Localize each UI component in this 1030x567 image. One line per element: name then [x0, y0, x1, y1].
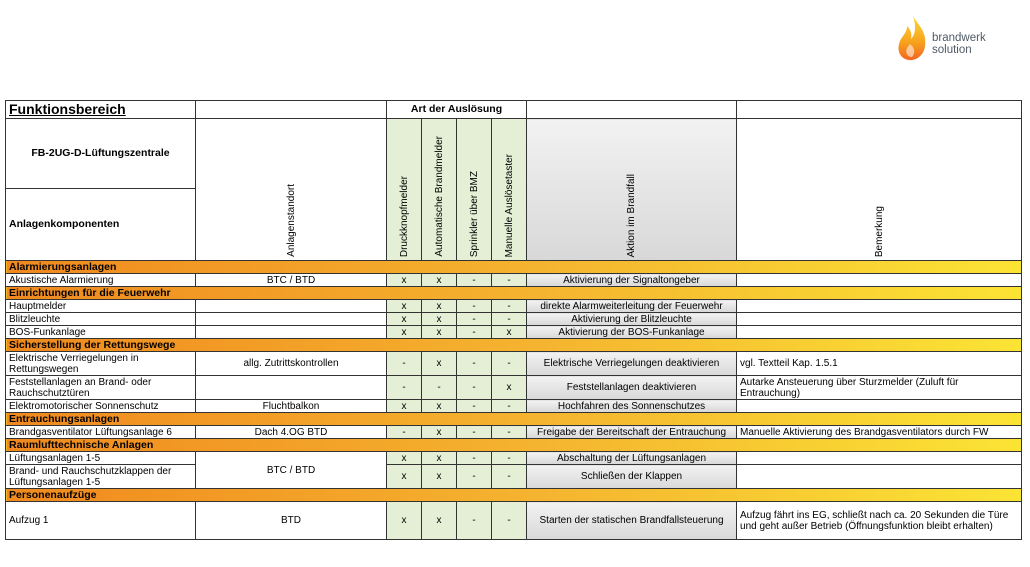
- druckknopf-cell: x: [387, 465, 422, 489]
- component-cell: BOS-Funkanlage: [6, 326, 196, 339]
- col-automatische-brandmelder: [422, 119, 457, 261]
- brandmelder-cell: x: [422, 465, 457, 489]
- remark-cell: [737, 326, 1022, 339]
- logo-text-brandwerk: brandwerk: [932, 32, 986, 44]
- location-cell: BTD: [196, 502, 387, 540]
- col-manuelle-ausloesetaster: [492, 119, 527, 261]
- remark-cell: [737, 274, 1022, 287]
- action-cell: Hochfahren des Sonnenschutzes: [527, 400, 737, 413]
- remark-cell: [737, 400, 1022, 413]
- component-cell: Hauptmelder: [6, 300, 196, 313]
- location-cell: Fluchtbalkon: [196, 400, 387, 413]
- sprinkler-cell: -: [457, 452, 492, 465]
- druckknopf-cell: x: [387, 300, 422, 313]
- function-table: [5, 100, 1022, 540]
- manuell-cell: -: [492, 400, 527, 413]
- remark-cell: Manuelle Aktivierung des Brandgasventilators durch FW: [737, 426, 1022, 439]
- component-cell: Brandgasventilator Lüftungsanlage 6: [6, 426, 196, 439]
- manuell-cell: -: [492, 352, 527, 376]
- brandmelder-cell: x: [422, 274, 457, 287]
- col-anlagenstandort-label: Anlagenstandort: [285, 184, 297, 257]
- druckknopf-cell: x: [387, 400, 422, 413]
- remark-cell: Autarke Ansteuerung über Sturzmelder (Zuluft für Entrauchung): [737, 376, 1022, 400]
- action-cell: Aktivierung der Blitzleuchte: [527, 313, 737, 326]
- category-row: [6, 339, 1022, 352]
- manuell-cell: -: [492, 300, 527, 313]
- sprinkler-cell: -: [457, 426, 492, 439]
- location-cell: [196, 326, 387, 339]
- remark-cell: Aufzug fährt ins EG, schließt nach ca. 20 Sekunden die Türe und geht außer Betrieb (Öffnungsfunktion bleibt erhalten): [737, 502, 1022, 540]
- action-cell: Aktivierung der BOS-Funkanlage: [527, 326, 737, 339]
- location-cell: BTC / BTD: [196, 452, 387, 489]
- action-cell: Feststellanlagen deaktivieren: [527, 376, 737, 400]
- category-row: [6, 261, 1022, 274]
- table-row: [6, 313, 1022, 326]
- component-cell: Aufzug 1: [6, 502, 196, 540]
- component-cell: Elektrische Verriegelungen in Rettungswegen: [6, 352, 196, 376]
- category-title: Sicherstellung der Rettungswege: [6, 339, 1022, 352]
- brandmelder-cell: x: [422, 502, 457, 540]
- manuell-cell: x: [492, 326, 527, 339]
- remark-cell: vgl. Textteil Kap. 1.5.1: [737, 352, 1022, 376]
- remark-cell: [737, 465, 1022, 489]
- sprinkler-cell: -: [457, 352, 492, 376]
- category-row: [6, 439, 1022, 452]
- brandmelder-cell: -: [422, 376, 457, 400]
- col-aktion: [527, 119, 737, 261]
- category-row: [6, 287, 1022, 300]
- brandwerk-logo: [895, 14, 1025, 64]
- empty-cell: [196, 101, 387, 119]
- manuell-cell: -: [492, 452, 527, 465]
- category-row: [6, 489, 1022, 502]
- location-cell: BTC / BTD: [196, 274, 387, 287]
- sprinkler-cell: -: [457, 502, 492, 540]
- location-cell: allg. Zutrittskontrollen: [196, 352, 387, 376]
- col-aktion-label: Aktion im Brandfall: [626, 173, 638, 257]
- col-automatische-brandmelder-label: Automatische Brandmelder: [433, 136, 445, 257]
- table-row: [6, 465, 1022, 489]
- table-row: [6, 426, 1022, 439]
- col-anlagenstandort: [196, 119, 387, 261]
- component-cell: Brand- und Rauchschutzklappen der Lüftungsanlagen 1-5: [6, 465, 196, 489]
- sprinkler-cell: -: [457, 465, 492, 489]
- druckknopf-cell: -: [387, 376, 422, 400]
- druckknopf-cell: x: [387, 502, 422, 540]
- sprinkler-cell: -: [457, 376, 492, 400]
- table-row: [6, 502, 1022, 540]
- manuell-cell: -: [492, 274, 527, 287]
- brandmelder-cell: x: [422, 426, 457, 439]
- action-cell: Starten der statischen Brandfallsteuerung: [527, 502, 737, 540]
- brandmelder-cell: x: [422, 352, 457, 376]
- location-cell: [196, 313, 387, 326]
- category-title: Personenaufzüge: [6, 489, 1022, 502]
- logo-text-solution: solution: [932, 44, 972, 56]
- table-row: [6, 352, 1022, 376]
- sprinkler-cell: -: [457, 300, 492, 313]
- category-title: Einrichtungen für die Feuerwehr: [6, 287, 1022, 300]
- category-title: Raumlufttechnische Anlagen: [6, 439, 1022, 452]
- category-title: Alarmierungsanlagen: [6, 261, 1022, 274]
- druckknopf-cell: x: [387, 313, 422, 326]
- location-cell: Dach 4.OG BTD: [196, 426, 387, 439]
- brandmelder-cell: x: [422, 300, 457, 313]
- anlagenkomponenten-label: Anlagenkomponenten: [6, 189, 196, 261]
- fb-label: FB-2UG-D-Lüftungszentrale: [6, 119, 196, 189]
- table-row: [6, 274, 1022, 287]
- manuell-cell: x: [492, 376, 527, 400]
- component-cell: Feststellanlagen an Brand- oder Rauchschutztüren: [6, 376, 196, 400]
- druckknopf-cell: -: [387, 352, 422, 376]
- col-druckknopfmelder: [387, 119, 422, 261]
- category-title: Entrauchungsanlagen: [6, 413, 1022, 426]
- table-row: [6, 400, 1022, 413]
- manuell-cell: -: [492, 426, 527, 439]
- page-title: Funktionsbereich: [6, 101, 196, 119]
- col-bemerkung: [737, 119, 1022, 261]
- category-row: [6, 413, 1022, 426]
- art-der-ausloesung-header: Art der Auslösung: [387, 101, 527, 119]
- manuell-cell: -: [492, 502, 527, 540]
- druckknopf-cell: x: [387, 326, 422, 339]
- remark-cell: [737, 452, 1022, 465]
- component-cell: Lüftungsanlagen 1-5: [6, 452, 196, 465]
- location-cell: [196, 376, 387, 400]
- component-cell: Akustische Alarmierung: [6, 274, 196, 287]
- brandmelder-cell: x: [422, 400, 457, 413]
- brandmelder-cell: x: [422, 452, 457, 465]
- sprinkler-cell: -: [457, 313, 492, 326]
- sprinkler-cell: -: [457, 274, 492, 287]
- action-cell: Freigabe der Bereitschaft der Entrauchung: [527, 426, 737, 439]
- remark-cell: [737, 313, 1022, 326]
- manuell-cell: -: [492, 313, 527, 326]
- action-cell: Abschaltung der Lüftungsanlagen: [527, 452, 737, 465]
- flame-icon: [895, 14, 931, 64]
- sprinkler-cell: -: [457, 400, 492, 413]
- col-bemerkung-label: Bemerkung: [873, 205, 885, 257]
- table-row: [6, 452, 1022, 465]
- col-druckknopfmelder-label: Druckknopfmelder: [398, 175, 410, 257]
- druckknopf-cell: x: [387, 452, 422, 465]
- druckknopf-cell: x: [387, 274, 422, 287]
- location-cell: [196, 300, 387, 313]
- druckknopf-cell: -: [387, 426, 422, 439]
- brandmelder-cell: x: [422, 326, 457, 339]
- action-cell: direkte Alarmweiterleitung der Feuerwehr: [527, 300, 737, 313]
- col-manuelle-ausloesetaster-label: Manuelle Auslösetaster: [503, 153, 515, 257]
- empty-cell: [527, 101, 737, 119]
- action-cell: Schließen der Klappen: [527, 465, 737, 489]
- action-cell: Elektrische Verriegelungen deaktivieren: [527, 352, 737, 376]
- empty-cell: [737, 101, 1022, 119]
- brandmelder-cell: x: [422, 313, 457, 326]
- table-row: [6, 300, 1022, 313]
- remark-cell: [737, 300, 1022, 313]
- table-row: [6, 376, 1022, 400]
- table-row: [6, 326, 1022, 339]
- manuell-cell: -: [492, 465, 527, 489]
- col-sprinkler: [457, 119, 492, 261]
- action-cell: Aktivierung der Signaltongeber: [527, 274, 737, 287]
- sprinkler-cell: -: [457, 326, 492, 339]
- component-cell: Elektromotorischer Sonnenschutz: [6, 400, 196, 413]
- component-cell: Blitzleuchte: [6, 313, 196, 326]
- col-sprinkler-label: Sprinkler über BMZ: [468, 170, 480, 257]
